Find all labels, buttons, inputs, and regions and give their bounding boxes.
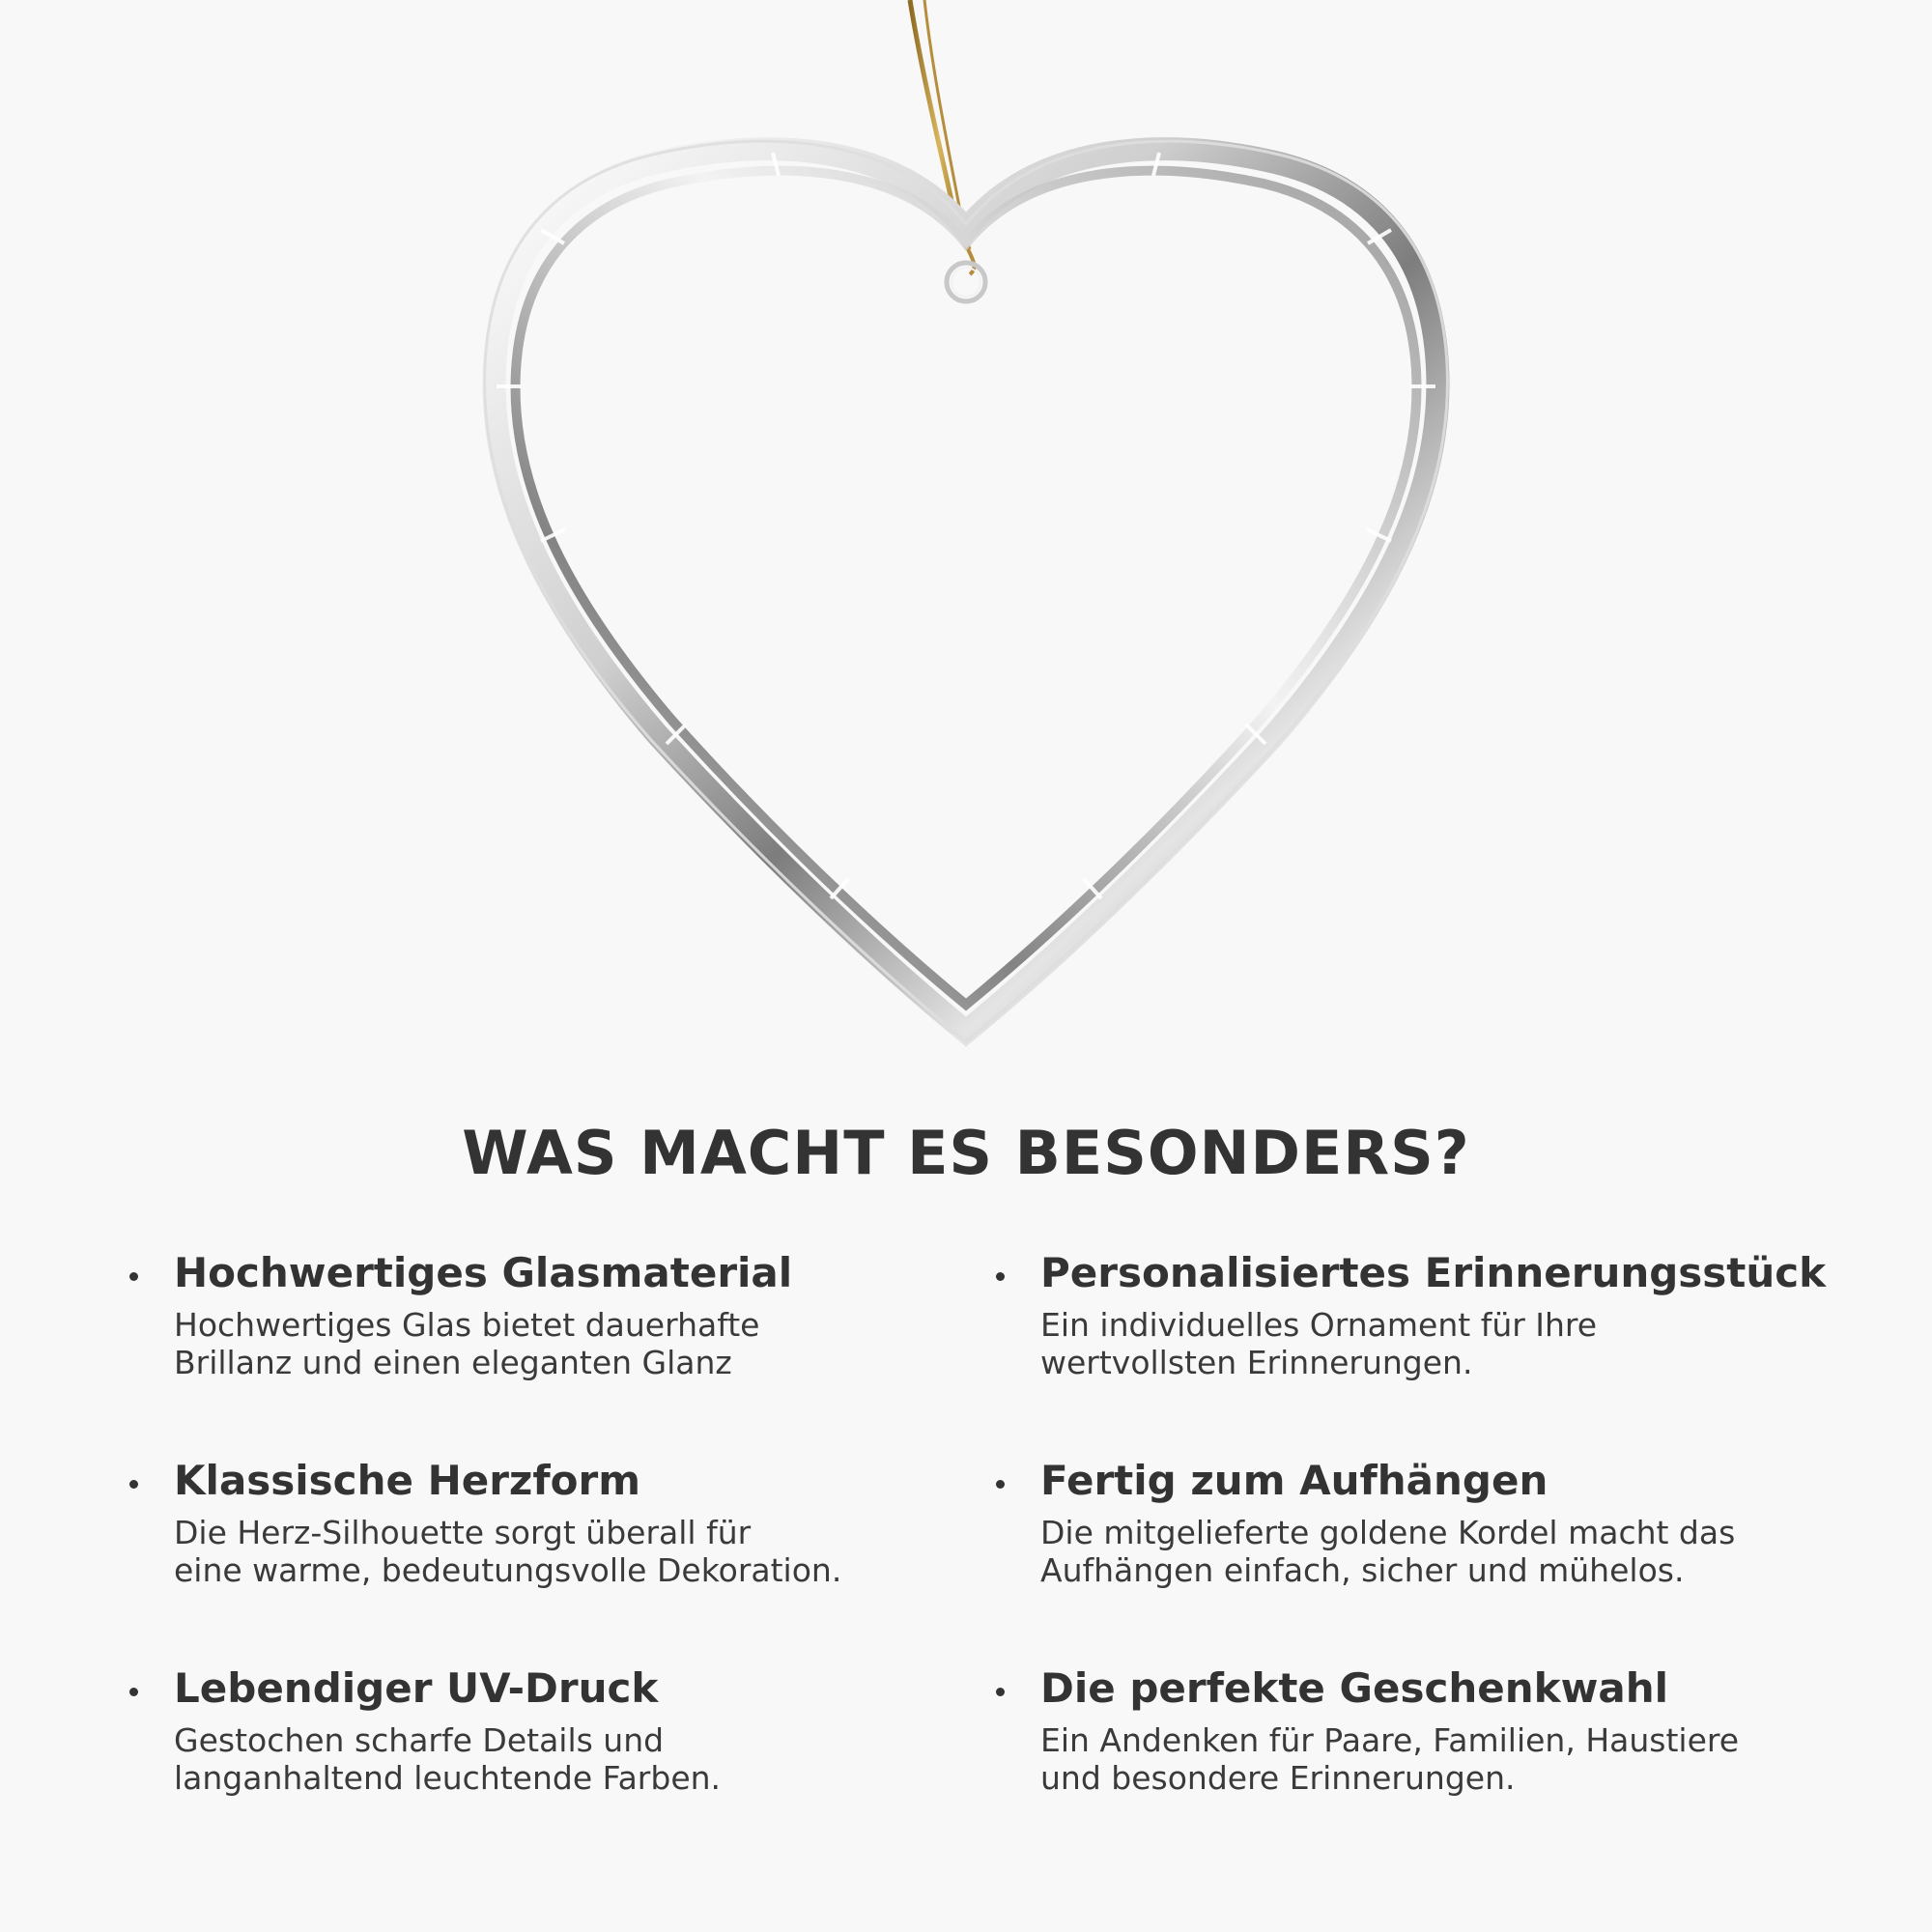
feature-list <box>124 1248 1862 1871</box>
bullet-icon <box>129 1688 138 1696</box>
feature-title: Die perfekte Geschenkwahl <box>1040 1664 1669 1712</box>
bullet-icon <box>996 1480 1005 1489</box>
feature-description: Hochwertiges Glas bietet dauerhafte Brillanz und einen eleganten Glanz <box>174 1306 760 1381</box>
feature-description: Die mitgelieferte goldene Kordel macht das Aufhängen einfach, sicher und mühelos. <box>1040 1514 1736 1589</box>
feature-item-glass-material <box>124 1248 990 1456</box>
feature-description: Ein individuelles Ornament für Ihre wertvollsten Erinnerungen. <box>1040 1306 1598 1381</box>
bullet-icon <box>996 1272 1005 1281</box>
feature-title: Personalisiertes Erinnerungsstück <box>1040 1249 1827 1296</box>
feature-item-uv-print <box>124 1663 990 1871</box>
bullet-icon <box>996 1688 1005 1696</box>
section-heading: WAS MACHT ES BESONDERS? <box>462 1118 1470 1188</box>
feature-item-ready-to-hang <box>990 1456 1840 1663</box>
feature-title: Lebendiger UV-Druck <box>174 1664 659 1712</box>
feature-description: Ein Andenken für Paare, Familien, Haustiere und besondere Erinnerungen. <box>1040 1721 1740 1797</box>
feature-description: Gestochen scharfe Details und langanhaltend leuchtende Farben. <box>174 1721 722 1797</box>
heart-outer-rim <box>495 149 1438 1032</box>
feature-title: Fertig zum Aufhängen <box>1040 1457 1548 1504</box>
feature-item-perfect-gift <box>990 1663 1840 1871</box>
feature-item-heart-shape <box>124 1456 990 1663</box>
feature-item-personalized <box>990 1248 1840 1456</box>
bullet-icon <box>129 1480 138 1489</box>
bullet-icon <box>129 1272 138 1281</box>
feature-title: Hochwertiges Glasmaterial <box>174 1249 793 1296</box>
feature-title: Klassische Herzform <box>174 1457 640 1504</box>
feature-description: Die Herz-Silhouette sorgt überall für eine warme, bedeutungsvolle Dekoration. <box>174 1514 842 1589</box>
